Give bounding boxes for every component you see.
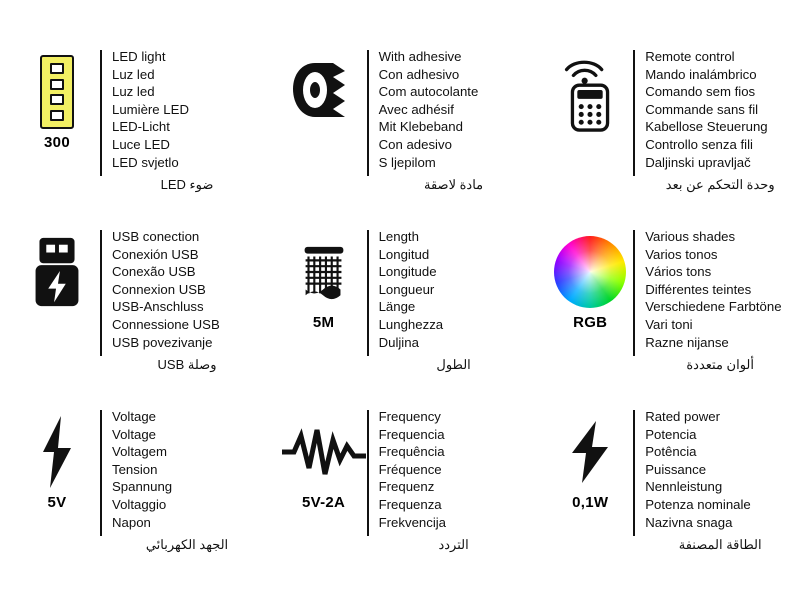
line-pt: Potência	[645, 444, 697, 460]
line-ar: وحدة التحكم عن بعد	[665, 177, 775, 193]
icon-column	[14, 228, 100, 314]
line-hr: Daljinski upravljač	[645, 154, 751, 170]
line-en: USB conection	[112, 229, 200, 244]
cell-frequency	[267, 390, 534, 570]
line-it: Con adesivo	[378, 136, 452, 152]
line-pt: Conexão USB	[112, 264, 196, 280]
icon-column	[281, 228, 367, 331]
line-de: USB-Anschluss	[112, 299, 204, 315]
line-ar: الطول	[436, 357, 471, 373]
usb-plug-icon	[27, 232, 87, 312]
remote-control-icon	[552, 52, 628, 132]
icon-caption: 5V	[47, 494, 67, 511]
translation-list	[112, 228, 262, 351]
line-pt: Voltagem	[112, 444, 167, 460]
cell-usb-connection	[0, 210, 267, 390]
line-fr: Lumière LED	[112, 101, 189, 117]
led-strip-icon	[40, 52, 74, 132]
line-hr: Napon	[112, 514, 151, 530]
line-fr: Avec adhésif	[378, 101, 454, 117]
icon-caption: 5V-2A	[301, 494, 346, 511]
line-de: Spannung	[112, 479, 173, 495]
line-es: Luz led	[112, 66, 155, 82]
vertical-rule	[100, 50, 102, 176]
line-it: Potenza nominale	[645, 496, 751, 512]
vertical-rule	[633, 230, 635, 356]
line-es: Potencia	[645, 426, 697, 442]
vertical-rule	[633, 410, 635, 536]
line-de: Länge	[378, 299, 416, 315]
line-es: Con adhesivo	[378, 66, 460, 82]
line-it: Frequenza	[378, 496, 442, 512]
line-en: Rated power	[645, 409, 720, 424]
line-it: Luce LED	[112, 136, 170, 152]
line-ar: مادة لاصقة	[424, 177, 484, 193]
line-it: Lunghezza	[378, 316, 444, 332]
line-es: Voltage	[112, 426, 156, 442]
cell-rated-power	[533, 390, 800, 570]
line-es: Longitud	[378, 246, 430, 262]
line-de: Nennleistung	[645, 479, 723, 495]
cell-length	[267, 210, 534, 390]
text-column	[367, 408, 529, 553]
line-es: Mando inalámbrico	[645, 66, 757, 82]
power-bolt-icon	[562, 412, 618, 492]
cell-led-light	[0, 30, 267, 210]
text-column	[633, 228, 795, 373]
translation-list	[645, 48, 795, 171]
line-hr: LED svjetlo	[112, 154, 179, 170]
icon-column	[281, 408, 367, 511]
line-fr: Différentes teintes	[645, 281, 752, 297]
lightning-bolt-icon	[37, 412, 77, 492]
line-ar: ضوء LED	[160, 177, 214, 193]
line-hr: USB povezivanje	[112, 334, 213, 350]
line-de: LED-Licht	[112, 119, 170, 135]
icon-column	[14, 408, 100, 511]
translation-list	[379, 48, 529, 171]
line-en: Voltage	[112, 409, 156, 424]
cell-voltage	[0, 390, 267, 570]
line-ar: الجهد الكهربائي	[145, 537, 229, 553]
line-fr: Longueur	[378, 281, 435, 297]
line-it: Connessione USB	[112, 316, 220, 332]
line-en: Remote control	[645, 49, 735, 64]
line-ar: الطاقة المصنفة	[678, 537, 762, 553]
vertical-rule	[367, 230, 369, 356]
line-pt: Luz led	[112, 84, 155, 100]
vertical-rule	[633, 50, 635, 176]
line-de: Verschiedene Farbtöne	[645, 299, 782, 315]
line-de: Kabellose Steuerung	[645, 119, 768, 135]
line-hr: Frekvencija	[378, 514, 447, 530]
line-en: With adhesive	[378, 49, 462, 64]
text-column	[100, 228, 262, 373]
rgb-color-wheel-icon	[554, 232, 626, 312]
line-hr: Duljina	[378, 334, 419, 350]
cell-remote-control	[533, 30, 800, 210]
line-en: Various shades	[645, 229, 736, 244]
line-fr: Puissance	[645, 461, 707, 477]
cell-adhesive	[267, 30, 534, 210]
line-it: Controllo senza fili	[645, 136, 753, 152]
line-pt: Vários tons	[645, 264, 712, 280]
line-en: LED light	[112, 49, 166, 64]
translation-list	[112, 48, 262, 171]
line-en: Length	[378, 229, 419, 244]
line-pt: Com autocolante	[378, 84, 479, 100]
line-fr: Connexion USB	[112, 281, 206, 297]
line-hr: S ljepilom	[378, 154, 436, 170]
translation-list	[112, 408, 262, 531]
text-column	[100, 408, 262, 553]
line-fr: Fréquence	[378, 461, 442, 477]
icon-column	[547, 228, 633, 331]
icon-caption: RGB	[573, 314, 608, 331]
footer-spacer	[0, 570, 800, 600]
text-column	[100, 48, 262, 193]
line-fr: Commande sans fil	[645, 101, 759, 117]
line-pt: Comando sem fios	[645, 84, 756, 100]
line-es: Varios tonos	[645, 246, 718, 262]
line-es: Frequencia	[378, 426, 445, 442]
vertical-rule	[100, 230, 102, 356]
text-column	[633, 48, 795, 193]
line-it: Vari toni	[645, 316, 693, 332]
icon-grid	[0, 30, 800, 570]
text-column	[367, 228, 529, 373]
line-hr: Razne nijanse	[645, 334, 729, 350]
line-ar: التردد	[438, 537, 469, 553]
translation-list	[645, 228, 795, 351]
translation-list	[379, 228, 529, 351]
line-en: Frequency	[378, 409, 441, 424]
line-de: Mit Klebeband	[378, 119, 463, 135]
line-ar: وصلة USB	[157, 357, 217, 373]
vertical-rule	[367, 50, 369, 176]
line-es: Conexión USB	[112, 246, 199, 262]
icon-column	[14, 48, 100, 151]
icon-caption: 300	[44, 134, 70, 151]
icon-column	[547, 408, 633, 511]
waveform-icon	[278, 412, 370, 492]
line-it: Voltaggio	[112, 496, 167, 512]
icon-caption: 0,1W	[572, 494, 609, 511]
translation-list	[379, 408, 529, 531]
vertical-rule	[367, 410, 369, 536]
cell-various-shades	[533, 210, 800, 390]
icon-column	[547, 48, 633, 134]
text-column	[367, 48, 529, 193]
line-pt: Longitude	[378, 264, 437, 280]
text-column	[633, 408, 795, 553]
line-de: Frequenz	[378, 479, 435, 495]
tape-measure-icon	[292, 232, 356, 312]
line-fr: Tension	[112, 461, 158, 477]
vertical-rule	[100, 410, 102, 536]
line-ar: ألوان متعددة	[686, 357, 754, 373]
icon-column	[281, 48, 367, 134]
adhesive-roll-icon	[289, 52, 359, 132]
line-hr: Nazivna snaga	[645, 514, 733, 530]
icon-caption: 5M	[312, 314, 335, 331]
translation-list	[645, 408, 795, 531]
line-pt: Frequência	[378, 444, 445, 460]
